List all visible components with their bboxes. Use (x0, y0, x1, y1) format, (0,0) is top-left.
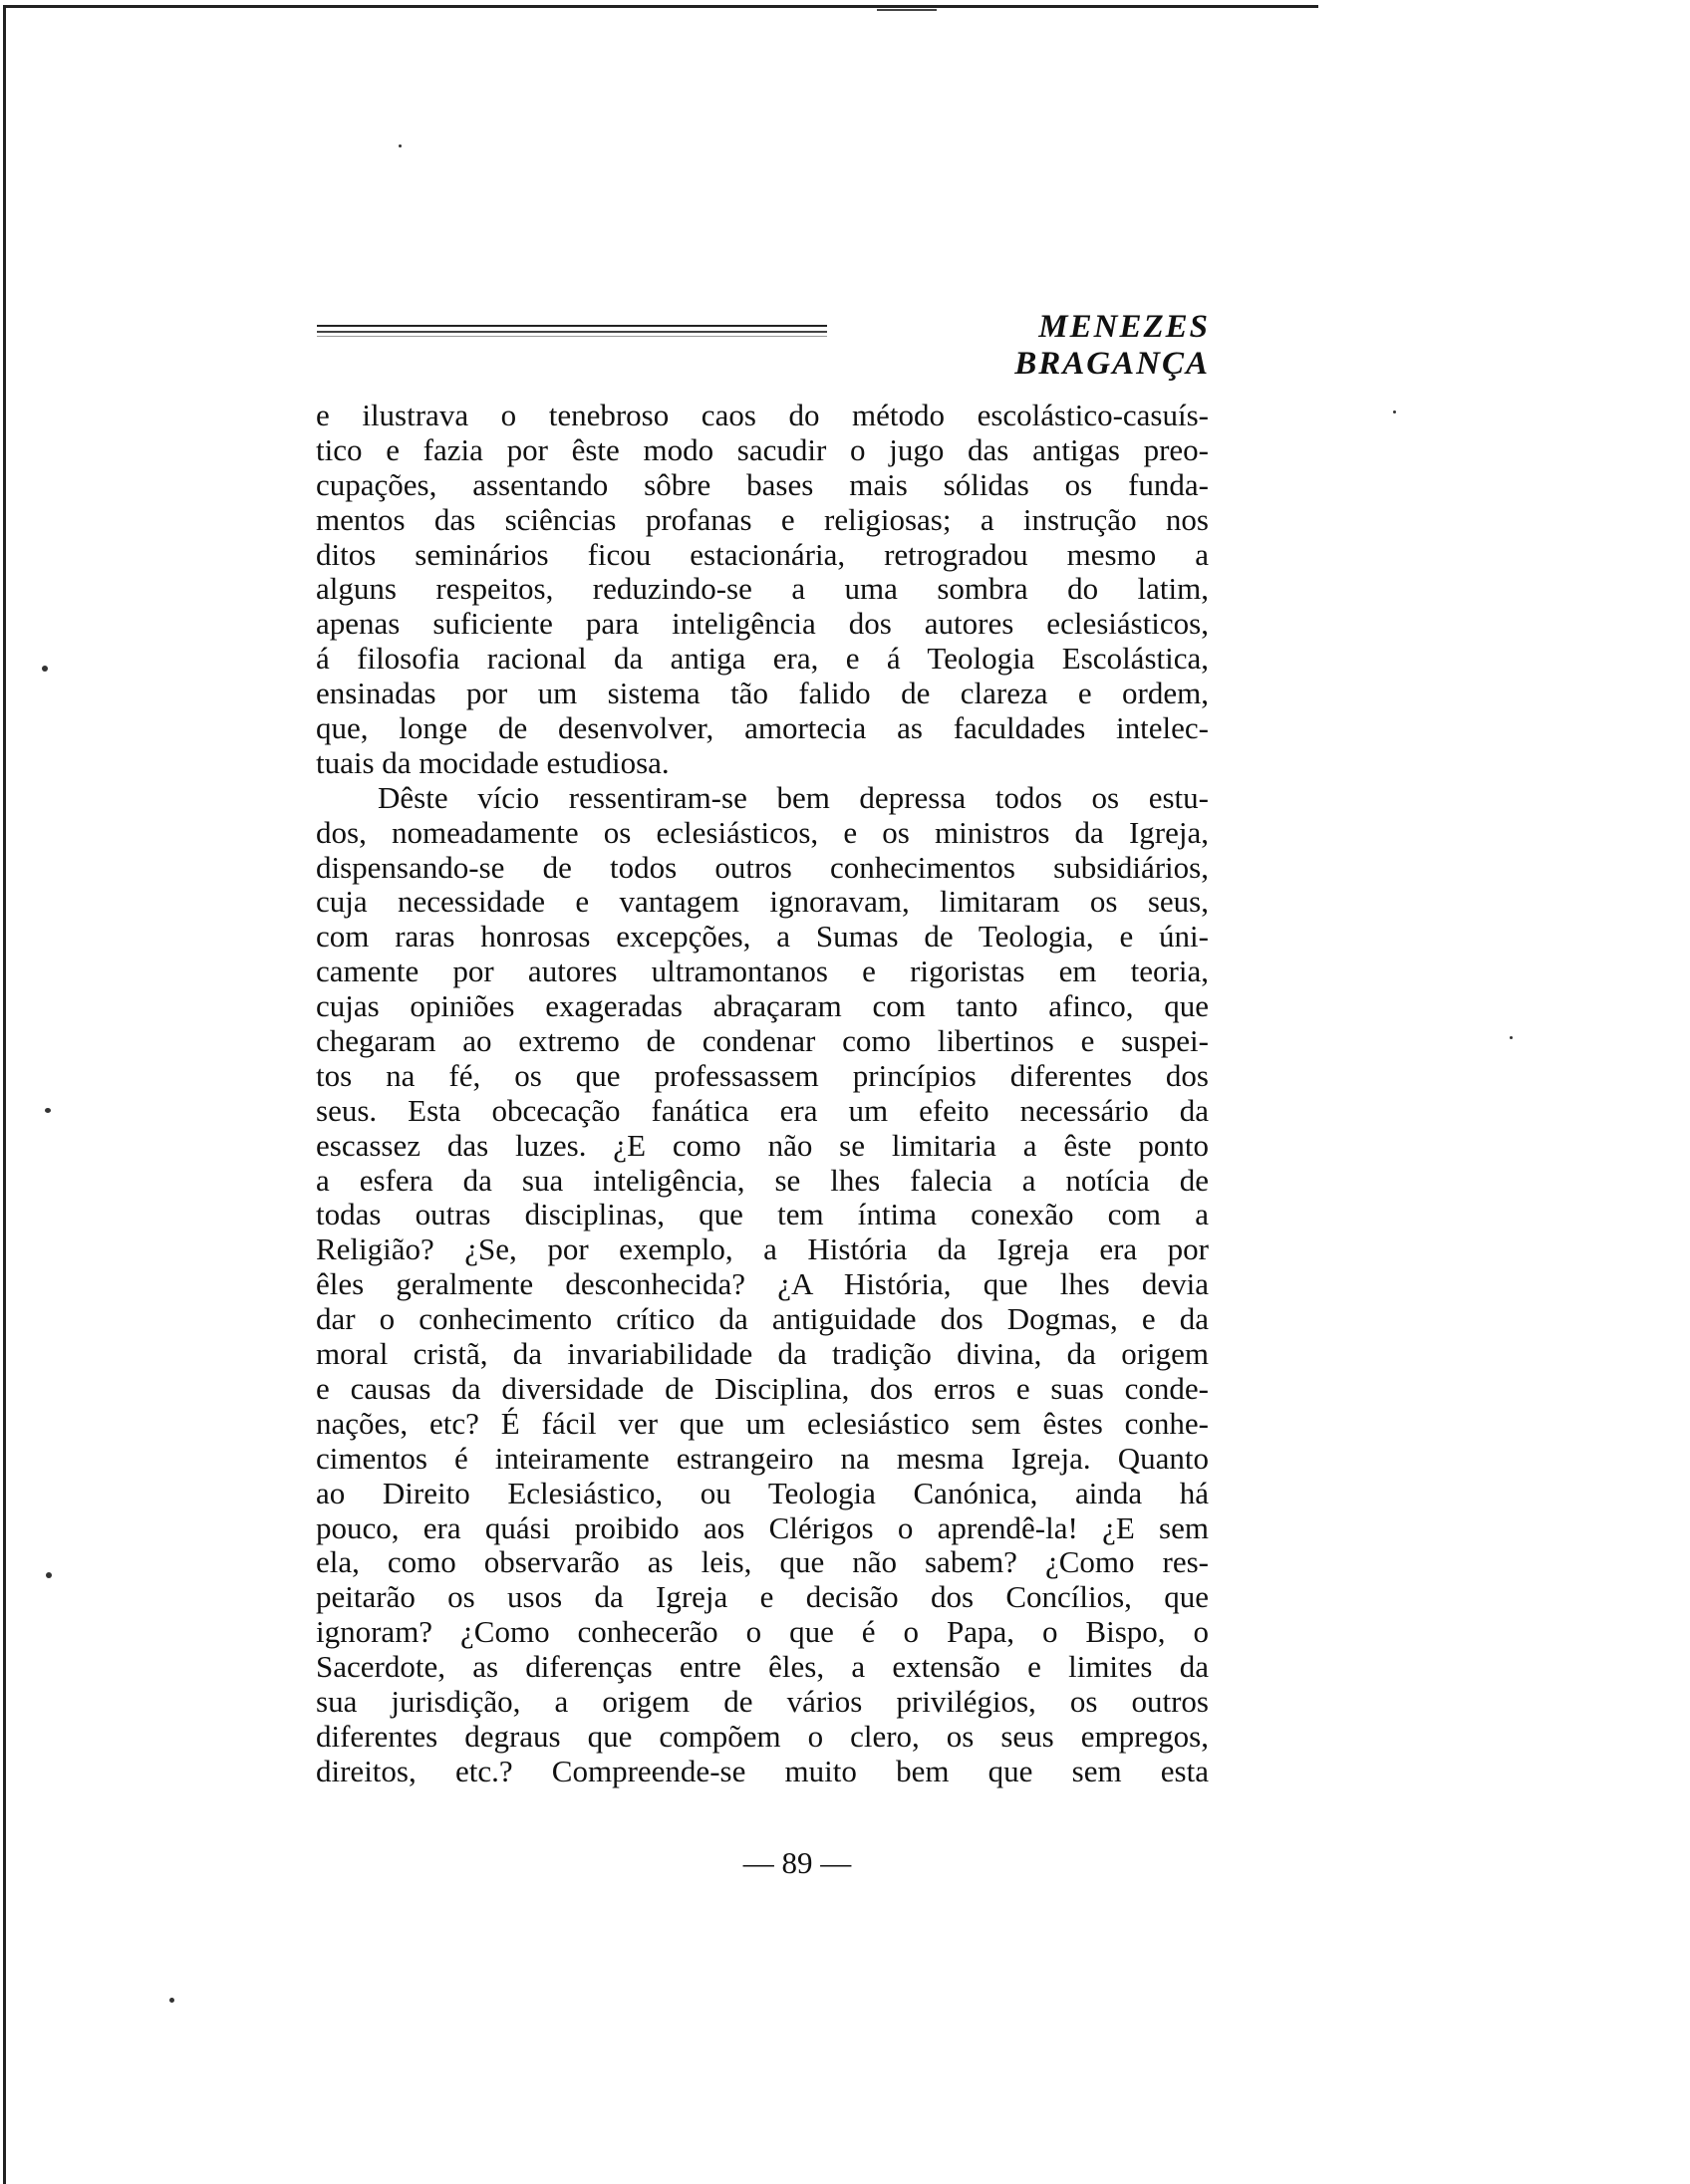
text-line: chegaram ao extremo de condenar como libertinos e suspei- (316, 1023, 1209, 1059)
text-line: Sacerdote, as diferenças entre êles, a extensão e limites da (316, 1649, 1209, 1685)
text-line: cujas opiniões exageradas abraçaram com tanto afinco, que (316, 988, 1209, 1024)
text-line: dos, nomeadamente os eclesiásticos, e os ministros da Igreja, (316, 814, 1209, 850)
text-line: seus. Esta obcecação fanática era um efeito necessário da (316, 1092, 1209, 1128)
scan-speck (399, 144, 402, 147)
text-line: camente por autores ultramontanos e rigoristas em teoria, (316, 954, 1209, 989)
page-scan-edge-top (3, 5, 1318, 8)
text-line: mentos das sciências profanas e religiosas; a instrução nos (316, 501, 1209, 537)
scan-speck (46, 1572, 52, 1578)
scan-speck (169, 1998, 174, 2003)
text-line: diferentes degraus que compõem o clero, os seus empregos, (316, 1718, 1209, 1754)
text-line: ignoram? ¿Como conhecerão o que é o Papa, o Bispo, o (316, 1614, 1209, 1650)
scan-speck (45, 1108, 51, 1113)
text-line: ao Direito Eclesiástico, ou Teologia Canónica, ainda há (316, 1475, 1209, 1510)
text-line: escassez das luzes. ¿E como não se limitaria a êste ponto (316, 1127, 1209, 1163)
text-line: que, longe de desenvolver, amortecia as faculdades intelec- (316, 710, 1209, 746)
text-line: direitos, etc.? Compreende-se muito bem que sem esta (316, 1753, 1209, 1788)
text-line: Religião? ¿Se, por exemplo, a História da Igreja era por (316, 1231, 1209, 1267)
text-line: cuja necessidade e vantagem ignoravam, limitaram os seus, (316, 884, 1209, 920)
text-line: moral cristã, da invariabilidade da tradição divina, da origem (316, 1336, 1209, 1372)
text-line: êles geralmente desconhecida? ¿A História, que lhes devia (316, 1266, 1209, 1302)
scan-speck (1510, 1036, 1513, 1039)
page-scan-edge-left (3, 6, 6, 2184)
text-line: ensinadas por um sistema tão falido de clareza e ordem, (316, 676, 1209, 711)
text-line: tico e fazia por êste modo sacudir o jugo das antigas preo- (316, 431, 1209, 467)
text-line: todas outras disciplinas, que tem íntima conexão com a (316, 1197, 1209, 1232)
text-line: tuais da mocidade estudiosa. (316, 744, 670, 780)
text-line: dar o conhecimento crítico da antiguidade dos Dogmas, e da (316, 1301, 1209, 1337)
text-line: e causas da diversidade de Disciplina, dos erros e suas conde- (316, 1370, 1209, 1406)
header-rule-secondary (317, 331, 827, 333)
text-line: pouco, era quási proibido aos Clérigos o aprendê-la! ¿E sem (316, 1509, 1209, 1545)
running-head-title: MENEZES BRAGANÇA (1014, 309, 1210, 382)
text-line: ditos seminários ficou estacionária, retrogradou mesmo a (316, 536, 1209, 572)
text-line: e ilustrava o tenebroso caos do método escolástico-casuís- (316, 398, 1209, 432)
scan-speck (1393, 410, 1396, 413)
text-line: cimentos é inteiramente estrangeiro na mesma Igreja. Quanto (316, 1440, 1209, 1476)
text-line: sua jurisdição, a origem de vários privilégios, os outros (316, 1683, 1209, 1719)
text-line: ela, como observarão as leis, que não sabem? ¿Como res- (316, 1544, 1209, 1580)
text-line: com raras honrosas excepções, a Sumas de Teologia, e úni- (316, 919, 1209, 955)
text-line: alguns respeitos, reduzindo-se a uma sombra do latim, (316, 571, 1209, 607)
text-line: dispensando-se de todos outros conhecimentos subsidiários, (316, 849, 1209, 885)
body-text (316, 399, 1209, 1789)
text-line: á filosofia racional da antiga era, e á Teologia Escolástica, (316, 641, 1209, 677)
text-line: apenas suficiente para inteligência dos autores eclesiásticos, (316, 606, 1209, 642)
header-rule-tertiary (317, 336, 827, 337)
scan-speck (42, 666, 48, 672)
text-line: peitarão os usos da Igreja e decisão dos Concílios, que (316, 1579, 1209, 1615)
header-rule (317, 325, 827, 327)
text-line: nações, etc? É fácil ver que um eclesiástico sem êstes conhe- (316, 1405, 1209, 1441)
text-line: a esfera da sua inteligência, se lhes falecia a notícia de (316, 1162, 1209, 1198)
page-number: — 89 — (742, 1845, 852, 1880)
text-line: tos na fé, os que professassem princípios diferentes dos (316, 1057, 1209, 1093)
text-line: Dêste vício ressentiram-se bem depressa todos os estu- (378, 779, 1209, 815)
page-scan-edge-mark (877, 9, 937, 11)
text-line: cupações, assentando sôbre bases mais sólidas os funda- (316, 466, 1209, 502)
